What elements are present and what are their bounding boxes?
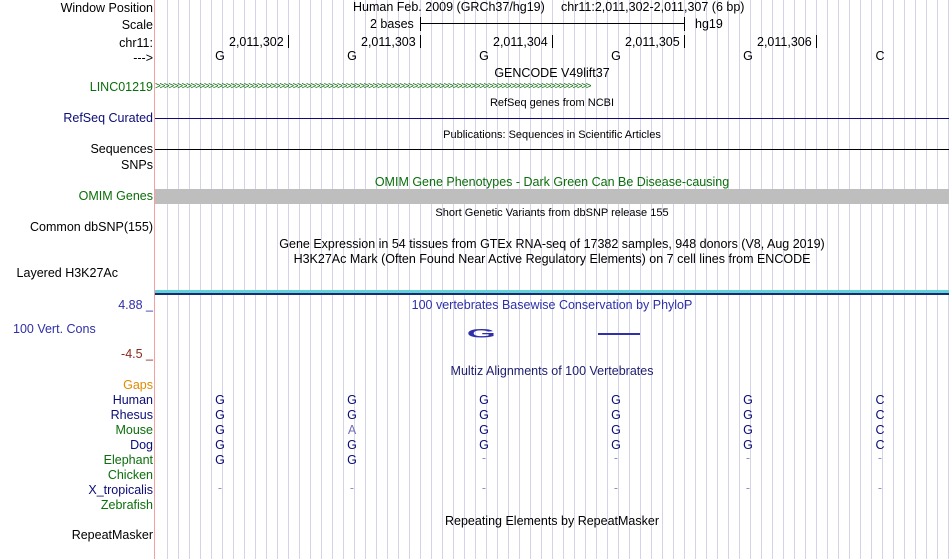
repeatmasker-label[interactable]: RepeatMasker: [71, 528, 153, 542]
aligned-base: G: [743, 408, 753, 422]
aligned-base: C: [875, 423, 885, 437]
publications-track-title[interactable]: Publications: Sequences in Scientific Articles: [443, 129, 661, 141]
phylop-track-title[interactable]: 100 vertebrates Basewise Conservation by PhyloP: [411, 298, 693, 312]
phylop-label[interactable]: 100 Vert. Cons: [13, 322, 96, 336]
aligned-base-mismatch: A: [347, 423, 357, 437]
aligned-base: G: [479, 393, 489, 407]
coord-label: 2,011,305: [625, 35, 680, 49]
refseq-label[interactable]: RefSeq Curated: [63, 111, 153, 125]
aligned-base: G: [743, 438, 753, 452]
gencode-track-title[interactable]: GENCODE V49lift37: [494, 66, 610, 80]
coord-label: 2,011,303: [361, 35, 416, 49]
scale-label: Scale: [121, 18, 153, 32]
species-label-rhesus[interactable]: Rhesus: [110, 408, 153, 422]
aligned-base: C: [875, 438, 885, 452]
aligned-base: G: [743, 393, 753, 407]
scale-text: 2 bases: [370, 17, 414, 31]
species-label-chicken[interactable]: Chicken: [107, 468, 153, 482]
coord-tick: [816, 35, 817, 48]
aligned-gap: -: [217, 481, 223, 495]
aligned-gap: -: [877, 481, 883, 495]
aligned-base: G: [743, 423, 753, 437]
omim-label[interactable]: OMIM Genes: [78, 189, 153, 203]
ref-base: C: [875, 49, 885, 63]
aligned-base: C: [875, 393, 885, 407]
aligned-gap: -: [481, 481, 487, 495]
coord-tick: [684, 35, 685, 48]
aligned-base: G: [347, 408, 357, 422]
aligned-base: G: [479, 438, 489, 452]
ref-base: G: [215, 49, 225, 63]
assembly-text: Human Feb. 2009 (GRCh37/hg19): [353, 0, 545, 14]
dbsnp-label[interactable]: Common dbSNP(155): [30, 220, 153, 234]
omim-track-title[interactable]: OMIM Gene Phenotypes - Dark Green Can Be Disease-causing: [374, 175, 730, 189]
aligned-base: G: [611, 393, 621, 407]
publications-label[interactable]: Sequences: [90, 142, 153, 156]
species-label-dog[interactable]: Dog: [130, 438, 153, 452]
aligned-gap: -: [349, 481, 355, 495]
scale-bar-right-tick: [684, 17, 685, 31]
coord-label: 2,011,306: [757, 35, 812, 49]
omim-feature-bar[interactable]: [155, 189, 949, 204]
gene-feature-linc01219[interactable]: >>>>>>>>>>>>>>>>>>>>>>>>>>>>>>>>>>>>>>>>>>>>>>>>>>>>>>>>>>>>>>>>>>>>>>>>>>>>>>>>>>>>>>>>>>>>>>>>>>: [155, 81, 591, 92]
aligned-gap: -: [481, 451, 487, 465]
gtex-track-title[interactable]: Gene Expression in 54 tissues from GTEx RNA-seq of 17382 samples, 948 donors (V8, Aug 2019): [279, 237, 825, 251]
species-label-mouse[interactable]: Mouse: [115, 423, 153, 437]
aligned-gap: -: [613, 451, 619, 465]
h3k27ac-label[interactable]: Layered H3K27Ac: [16, 266, 118, 280]
aligned-gap: -: [877, 451, 883, 465]
aligned-base: G: [215, 453, 225, 467]
aligned-gap: -: [745, 481, 751, 495]
position-text[interactable]: chr11:2,011,302-2,011,307 (6 bp): [561, 0, 745, 14]
coord-tick: [552, 35, 553, 48]
aligned-base: G: [479, 408, 489, 422]
aligned-gap: -: [613, 481, 619, 495]
gaps-label: Gaps: [123, 378, 153, 392]
window-position-label: Window Position: [60, 1, 153, 15]
aligned-base: G: [611, 408, 621, 422]
h3k27ac-track-title[interactable]: H3K27Ac Mark (Often Found Near Active Regulatory Elements) on 7 cell lines from ENCODE: [293, 252, 811, 266]
coord-tick: [420, 35, 421, 48]
scale-db: hg19: [695, 17, 723, 31]
phylop-logo: [460, 322, 650, 342]
phylop-min-label: -4.5 _: [121, 347, 153, 361]
species-label-zebrafish[interactable]: Zebrafish: [100, 498, 153, 512]
aligned-base: G: [215, 423, 225, 437]
ref-base: G: [611, 49, 621, 63]
coord-label: 2,011,302: [229, 35, 284, 49]
refseq-feature-line[interactable]: [155, 118, 949, 119]
coord-tick: [288, 35, 289, 48]
aligned-base: G: [215, 438, 225, 452]
svg-text:G: G: [466, 326, 496, 341]
aligned-gap: -: [745, 451, 751, 465]
multiz-track-title[interactable]: Multiz Alignments of 100 Vertebrates: [450, 364, 654, 378]
coord-label: 2,011,304: [493, 35, 548, 49]
aligned-base: G: [347, 453, 357, 467]
ref-base: G: [743, 49, 753, 63]
phylop-max-label: 4.88 _: [118, 298, 153, 312]
aligned-base: G: [611, 423, 621, 437]
repeatmasker-track-title[interactable]: Repeating Elements by RepeatMasker: [444, 514, 660, 528]
ref-base: G: [479, 49, 489, 63]
refseq-track-title[interactable]: RefSeq genes from NCBI: [489, 97, 615, 109]
aligned-base: G: [347, 438, 357, 452]
scale-bar: [420, 23, 684, 24]
aligned-base: G: [215, 393, 225, 407]
publications-feature-line[interactable]: [155, 149, 949, 150]
h3k27ac-baseline: [155, 293, 949, 295]
aligned-base: G: [215, 408, 225, 422]
aligned-base: G: [611, 438, 621, 452]
dbsnp-track-title[interactable]: Short Genetic Variants from dbSNP release 155: [435, 207, 669, 219]
aligned-base: G: [347, 393, 357, 407]
scale-bar-left-tick: [420, 17, 421, 31]
strand-label: --->: [133, 51, 153, 65]
species-label-human[interactable]: Human: [112, 393, 153, 407]
chrom-label: chr11:: [119, 36, 153, 50]
snps-label[interactable]: SNPs: [121, 158, 153, 172]
aligned-base: C: [875, 408, 885, 422]
gene-label-linc01219[interactable]: LINC01219: [89, 80, 153, 94]
aligned-base: G: [479, 423, 489, 437]
species-label-elephant[interactable]: Elephant: [103, 453, 153, 467]
species-label-x-tropicalis[interactable]: X_tropicalis: [88, 483, 153, 497]
ref-base: G: [347, 49, 357, 63]
